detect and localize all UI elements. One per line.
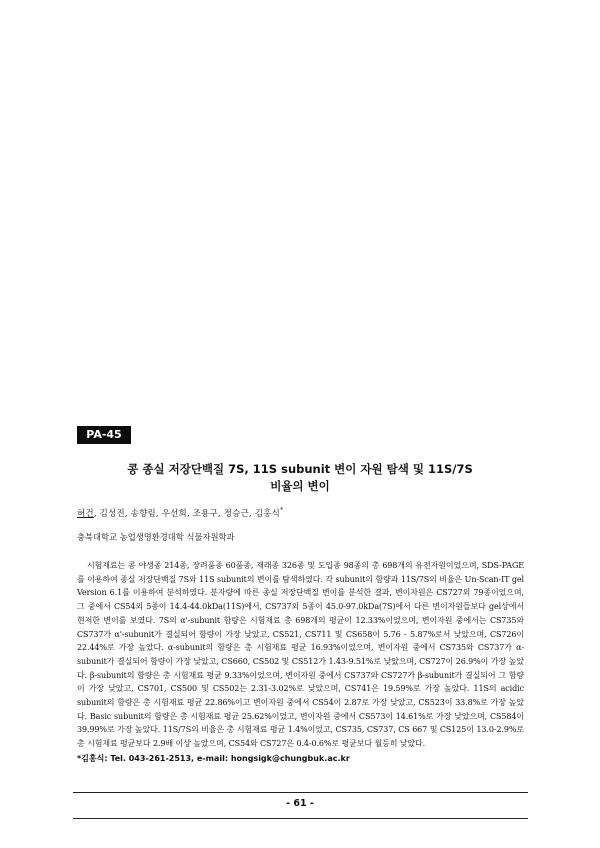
abstract-body [77,559,524,751]
session-tag: PA-45 [77,426,131,444]
page-number: - 61 - [286,798,314,809]
paper-title-line-1: 콩 종실 저장단백질 7S, 11S subunit 변이 자원 탐색 및 11S/7S [127,462,473,476]
first-author: 허건 [77,509,94,519]
abstract-paragraph: 시험재료는 콩 야생종 214종, 장려품종 60품종, 재래종 326종 및 도입종 98종의 총 698개의 유전자원이었으며, SDS-PAGE를 이용하여 종실 저장단백질 7S와 11S subunit의 변이를 탐색하였다. 각 subunit의 함량과 11S/7S의 비율은 Un-Scan-IT gel Version 6.1를 이용하여 분석하였다. 분자량에 따른 종실 저장단백질 변이를 분석한 결과, 변이자원은 CS727외 79종이었으며, 그 중에서 CS54외 5종이 14.4-44.0kDa(11S)에서, CS737외 5종이 45.0-97.0kDa(7S)에서 다른 변이자원들보다 gel상에서 현저한 변이를 보였다. 7S의 α'-subunit 함량은 시험재료 총 698개의 평균이 12.33%이었으며, 변이자원 중에서는 CS735와 CS737가 α'-subunit가 결실되어 함량이 가장 낮았고, CS521, CS711 및 CS658이 5.76 - 5.87%로서 낮았으며, CS726이 22.44%로 가장 높았다. α-subunit의 함량은 총 시험재료 평균 16.93%이었으며, 변이자원 중에서 CS735와 CS737가 α-subunit가 결실되어 함량이 가장 낮았고, CS660, CS502 및 CS512가 1.43-9.51%로 낮았으며, CS727이 26.9%이 가장 높았다. β-subunit의 함량은 총 시험재료 평균 9.33%이었으며, 변이자원 중에서 CS737와 CS727가 β-subunit가 결실되어 그 함량이 가장 낮았고, CS701, CS500 및 CS502는 2.31-3.02%로 낮았으며, CS741은 19.59%로 가장 높았다. 11S의 acidic subunit의 함량은 총 시험재료 평균 22.86%이고 변이자원 중에서 CS54이 2.87로 가장 낮았고, CS523이 33.8%로 가장 높았다. Basic subunit의 함량은 총 시험재료 평균 25.62%이었고, 변이자원 중에서 CS573이 14.61%로 가장 낮았으며, CS584이 39.99%로 가장 높았다. 11S/7S의 비율은 총 시험재료 평균 1.4%이었고, CS735, CS737, CS 667 및 CS125이 13.0-2.9%로 총 시험재료 평균보다 2.9배 이상 높았으며, CS54와 CS727은 0.4-0.6%로 평균보다 월등히 낮았다. [77,561,524,749]
footer-rule-bottom [73,818,528,819]
co-authors: , 김성진, 송향림, 우선희, 조용구, 정승근, 김홍식 [93,509,281,519]
contact-info: *김홍식: Tel. 043-261-2513, e-mail: hongsigk@chungbuk.ac.kr [77,754,350,763]
footer-rule-top [73,792,528,793]
corresponding-mark: * [280,507,284,515]
author-list [77,507,283,519]
affiliation: 충북대학교 농업생명환경대학 식물자원학과 [77,532,235,542]
paper-title-line-2: 비율의 변이 [270,479,330,493]
